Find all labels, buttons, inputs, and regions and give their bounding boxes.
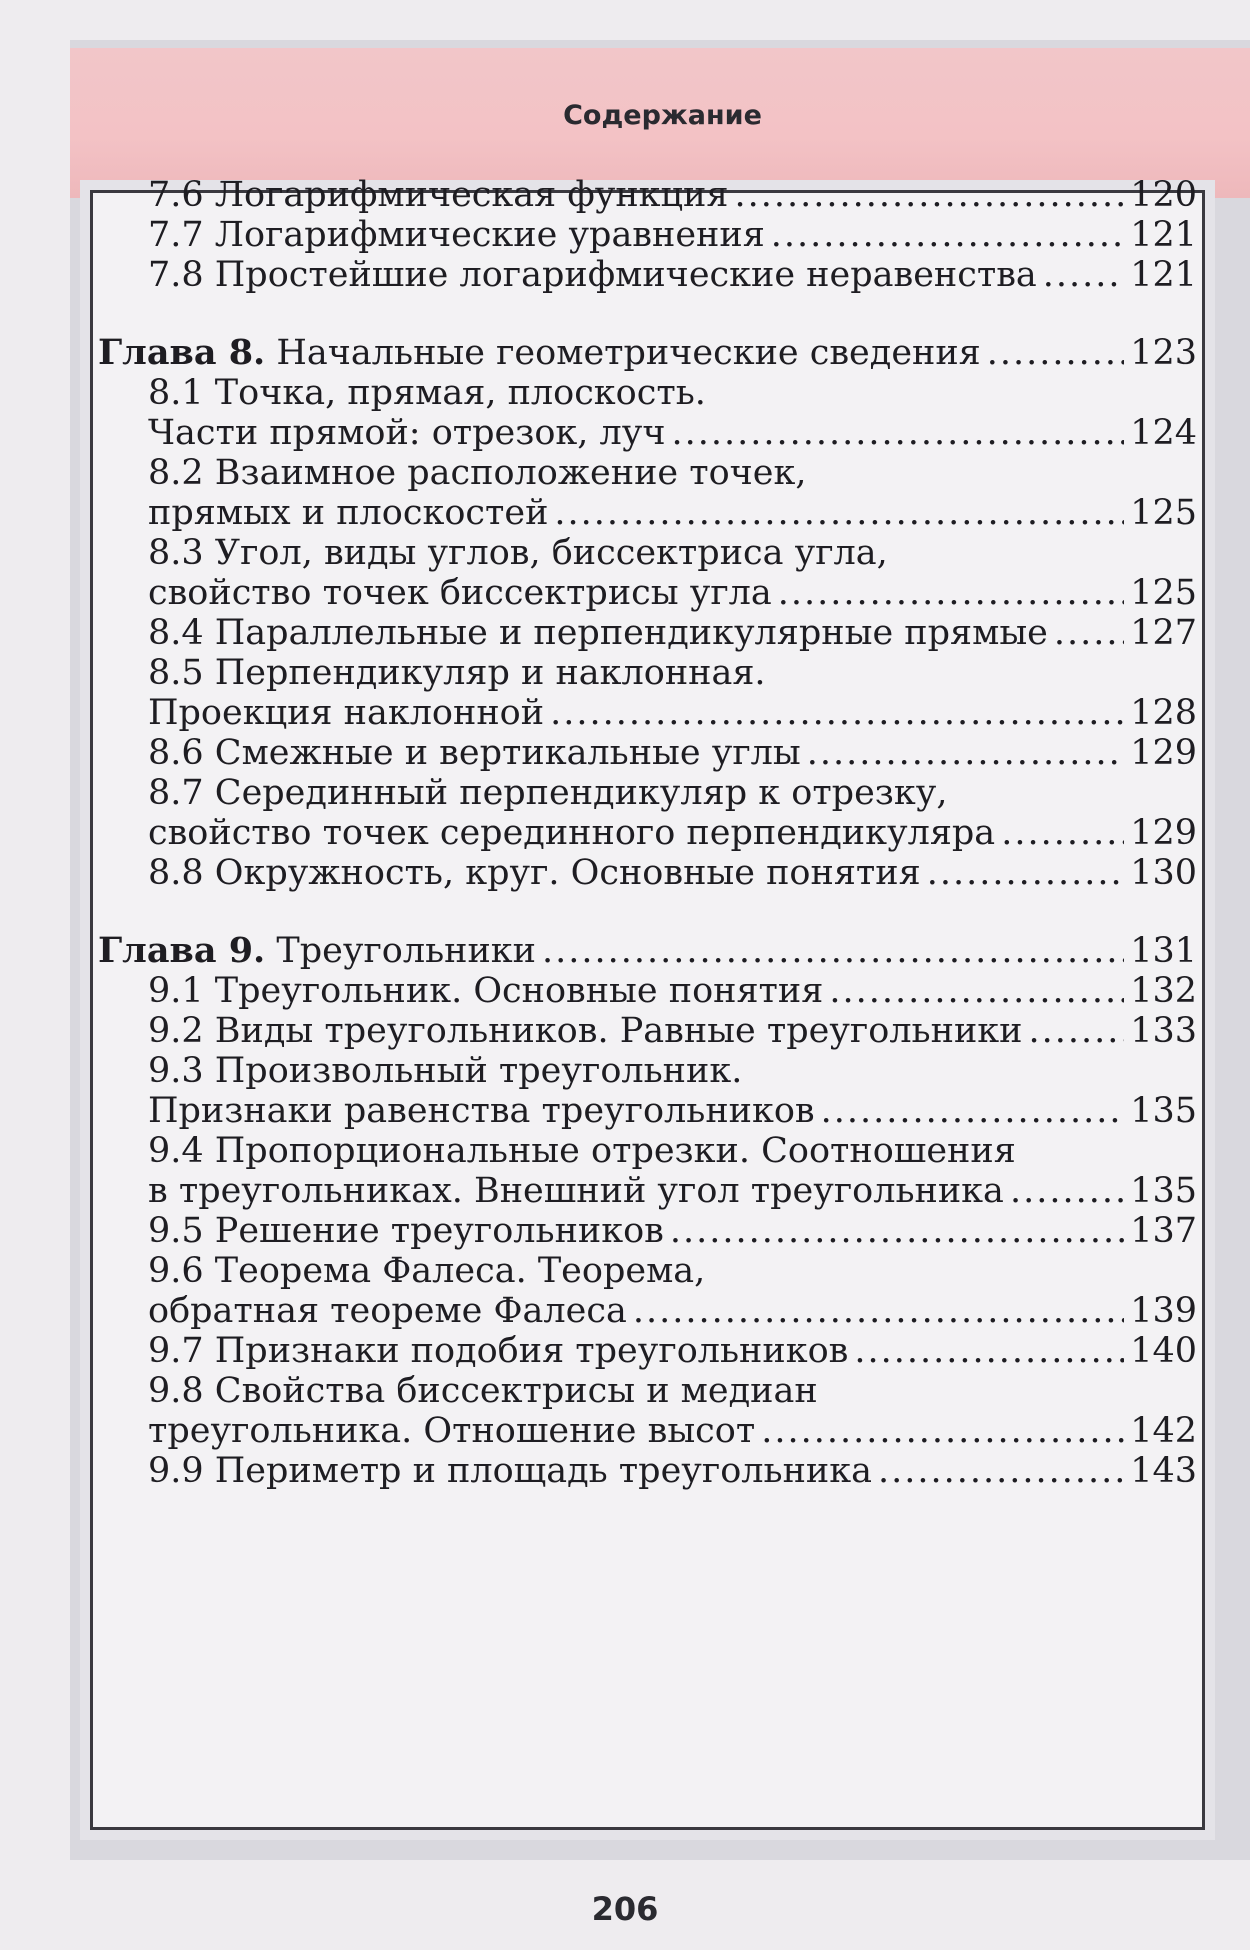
toc-entry-text: Признаки равенства треугольников (148, 1091, 815, 1131)
toc-entry-title (148, 651, 766, 695)
toc-page-number: 143 (1130, 1451, 1197, 1491)
toc-entry-text: 9.6 Теорема Фалеса. Теорема, (148, 1251, 706, 1291)
toc-entry-title (148, 173, 728, 217)
toc-entry-line (148, 691, 1197, 735)
toc-entry-text: 9.1 Треугольник. Основные понятия (148, 971, 824, 1011)
toc-entry-line (148, 1009, 1197, 1053)
toc-entry-text: 7.8 Простейшие логарифмические неравенства (148, 255, 1037, 295)
toc-entry-title (148, 371, 706, 415)
toc-entry-text: свойство точек серединного перпендикуляра (148, 813, 996, 853)
dot-leader (554, 491, 1124, 535)
toc-entry-text: 8.7 Серединный перпендикуляр к отрезку, (148, 773, 948, 813)
toc-entry-title (148, 1129, 1016, 1173)
toc-page-number: 135 (1130, 1091, 1197, 1131)
toc-entry-text: Треугольники (276, 931, 537, 971)
toc-entry-title (148, 811, 995, 855)
toc-entry-text: прямых и плоскостей (148, 493, 549, 533)
toc-entry-text: свойство точек биссектрисы угла (148, 573, 772, 613)
toc-entry-text: 8.4 Параллельные и перпендикулярные прямые (148, 613, 1048, 653)
toc-entry-line (148, 213, 1197, 257)
toc-entry-title (148, 691, 544, 735)
toc-entry-line (148, 1129, 1197, 1173)
toc-entry-title (148, 1369, 818, 1413)
toc-frame (90, 175, 1205, 1830)
toc-entry-text: 9.2 Виды треугольников. Равные треугольники (148, 1011, 1023, 1051)
toc-chapter-line (98, 331, 1197, 375)
toc-page-number: 133 (1130, 1011, 1197, 1051)
toc-page-number: 137 (1130, 1211, 1197, 1251)
dot-leader (670, 1209, 1124, 1253)
toc-entry-text: 8.3 Угол, виды углов, биссектриса угла, (148, 533, 888, 573)
toc-entry-title (148, 1249, 705, 1293)
dot-leader (542, 929, 1124, 973)
dot-leader (778, 571, 1124, 615)
table-of-contents (93, 175, 1202, 1827)
dot-leader (987, 331, 1124, 375)
dot-leader (1043, 253, 1124, 297)
dot-leader (1054, 611, 1124, 655)
toc-entry-line (148, 253, 1197, 297)
toc-entry-line (148, 1369, 1197, 1413)
toc-entry-title (148, 1449, 872, 1493)
toc-entry-text: Части прямой: отрезок, луч (148, 413, 666, 453)
toc-entry-line (148, 1409, 1197, 1453)
page-title: Содержание (563, 100, 762, 131)
toc-entry-line (148, 611, 1197, 655)
toc-entry-line (148, 1329, 1197, 1373)
toc-entry-line (148, 811, 1197, 855)
toc-entry-text: в треугольниках. Внешний угол треугольника (148, 1171, 1004, 1211)
toc-entry-line (148, 1089, 1197, 1133)
toc-entry-text: Проекция наклонной (148, 693, 545, 733)
toc-entry-title (148, 771, 947, 815)
toc-entry-title (148, 1209, 664, 1253)
dot-leader (1028, 1009, 1124, 1053)
toc-page-number: 132 (1130, 971, 1197, 1011)
toc-entry-text: 8.1 Точка, прямая, плоскость. (148, 373, 706, 413)
toc-page-number: 131 (1130, 931, 1197, 971)
toc-chapter-line (98, 929, 1197, 973)
chapter-label: Глава 8. (98, 332, 266, 373)
toc-entry-title (148, 731, 801, 775)
toc-page-number: 135 (1130, 1171, 1197, 1211)
dot-leader (1001, 811, 1124, 855)
toc-page-number: 129 (1130, 813, 1197, 853)
toc-entry-line (148, 1049, 1197, 1093)
toc-entry-line (148, 1249, 1197, 1293)
dot-leader (550, 691, 1124, 735)
toc-entry-line (148, 651, 1197, 695)
toc-entry-line (148, 851, 1197, 895)
dot-leader (761, 1409, 1124, 1453)
toc-entry-line (148, 411, 1197, 455)
toc-entry-text: 7.7 Логарифмические уравнения (148, 215, 765, 255)
toc-entry-text: обратная теореме Фалеса (148, 1291, 627, 1331)
toc-entry-title (148, 1089, 815, 1133)
toc-entry-text: 8.6 Смежные и вертикальные углы (148, 733, 801, 773)
toc-entry-title (148, 1169, 1004, 1213)
toc-entry-title (148, 531, 888, 575)
toc-page-number: 127 (1130, 613, 1197, 653)
toc-entry-title (98, 929, 536, 973)
toc-entry-line (148, 571, 1197, 615)
toc-page-number: 130 (1130, 853, 1197, 893)
toc-entry-text: 9.4 Пропорциональные отрезки. Соотношения (148, 1131, 1016, 1171)
toc-entry-title (148, 1049, 742, 1093)
toc-entry-line (148, 771, 1197, 815)
toc-entry-text: Начальные геометрические сведения (276, 333, 981, 373)
toc-entry-title (148, 253, 1037, 297)
toc-entry-line (148, 491, 1197, 535)
toc-entry-title (148, 851, 921, 895)
toc-page-number: 120 (1130, 175, 1197, 215)
toc-entry-line (148, 1289, 1197, 1333)
toc-entry-line (148, 1449, 1197, 1493)
toc-entry-title (148, 611, 1048, 655)
dot-leader (927, 851, 1125, 895)
toc-page-number: 121 (1130, 255, 1197, 295)
dot-leader (1010, 1169, 1124, 1213)
toc-page-number: 140 (1130, 1331, 1197, 1371)
toc-entry-text: 9.3 Произвольный треугольник. (148, 1051, 743, 1091)
dot-leader (821, 1089, 1125, 1133)
toc-page-number: 139 (1130, 1291, 1197, 1331)
dot-leader (829, 969, 1124, 1013)
toc-entry-line (148, 1209, 1197, 1253)
toc-entry-title (148, 1289, 627, 1333)
chapter-label: Глава 9. (98, 930, 266, 971)
page-number: 206 (591, 1890, 659, 1928)
dot-leader (854, 1329, 1124, 1373)
toc-page-number: 123 (1130, 333, 1197, 373)
toc-entry-line (148, 451, 1197, 495)
dot-leader (771, 213, 1124, 257)
toc-page-number: 142 (1130, 1411, 1197, 1451)
dot-leader (807, 731, 1124, 775)
toc-entry-title (148, 451, 807, 495)
toc-entry-line (148, 1169, 1197, 1213)
toc-entry-title (148, 491, 548, 535)
toc-entry-text: 7.6 Логарифмическая функция (148, 175, 729, 215)
toc-page-number: 125 (1130, 493, 1197, 533)
dot-leader (633, 1289, 1124, 1333)
toc-entry-line (148, 969, 1197, 1013)
toc-entry-text: 8.2 Взаимное расположение точек, (148, 453, 807, 493)
toc-entry-line (148, 173, 1197, 217)
toc-entry-text: 9.9 Периметр и площадь треугольника (148, 1451, 872, 1491)
toc-entry-title (148, 1329, 848, 1373)
toc-entry-line (148, 371, 1197, 415)
toc-entry-text: 9.7 Признаки подобия треугольников (148, 1331, 849, 1371)
dot-leader (734, 173, 1124, 217)
toc-page-number: 125 (1130, 573, 1197, 613)
dot-leader (878, 1449, 1124, 1493)
toc-entry-title (148, 1409, 755, 1453)
toc-page-number: 128 (1130, 693, 1197, 733)
toc-entry-line (148, 531, 1197, 575)
toc-entry-title (148, 411, 666, 455)
toc-entry-text: 8.8 Окружность, круг. Основные понятия (148, 853, 921, 893)
toc-entry-title (98, 331, 981, 375)
toc-entry-title (148, 213, 765, 257)
toc-entry-text: 9.5 Решение треугольников (148, 1211, 664, 1251)
toc-page-number: 124 (1130, 413, 1197, 453)
toc-entry-title (148, 1009, 1022, 1053)
toc-page-number: 121 (1130, 215, 1197, 255)
toc-entry-text: треугольника. Отношение высот (148, 1411, 756, 1451)
toc-page-number: 129 (1130, 733, 1197, 773)
toc-entry-title (148, 969, 823, 1013)
dot-leader (672, 411, 1125, 455)
toc-entry-line (148, 731, 1197, 775)
toc-entry-text: 9.8 Свойства биссектрисы и медиан (148, 1371, 818, 1411)
toc-entry-text: 8.5 Перпендикуляр и наклонная. (148, 653, 766, 693)
toc-entry-title (148, 571, 772, 615)
